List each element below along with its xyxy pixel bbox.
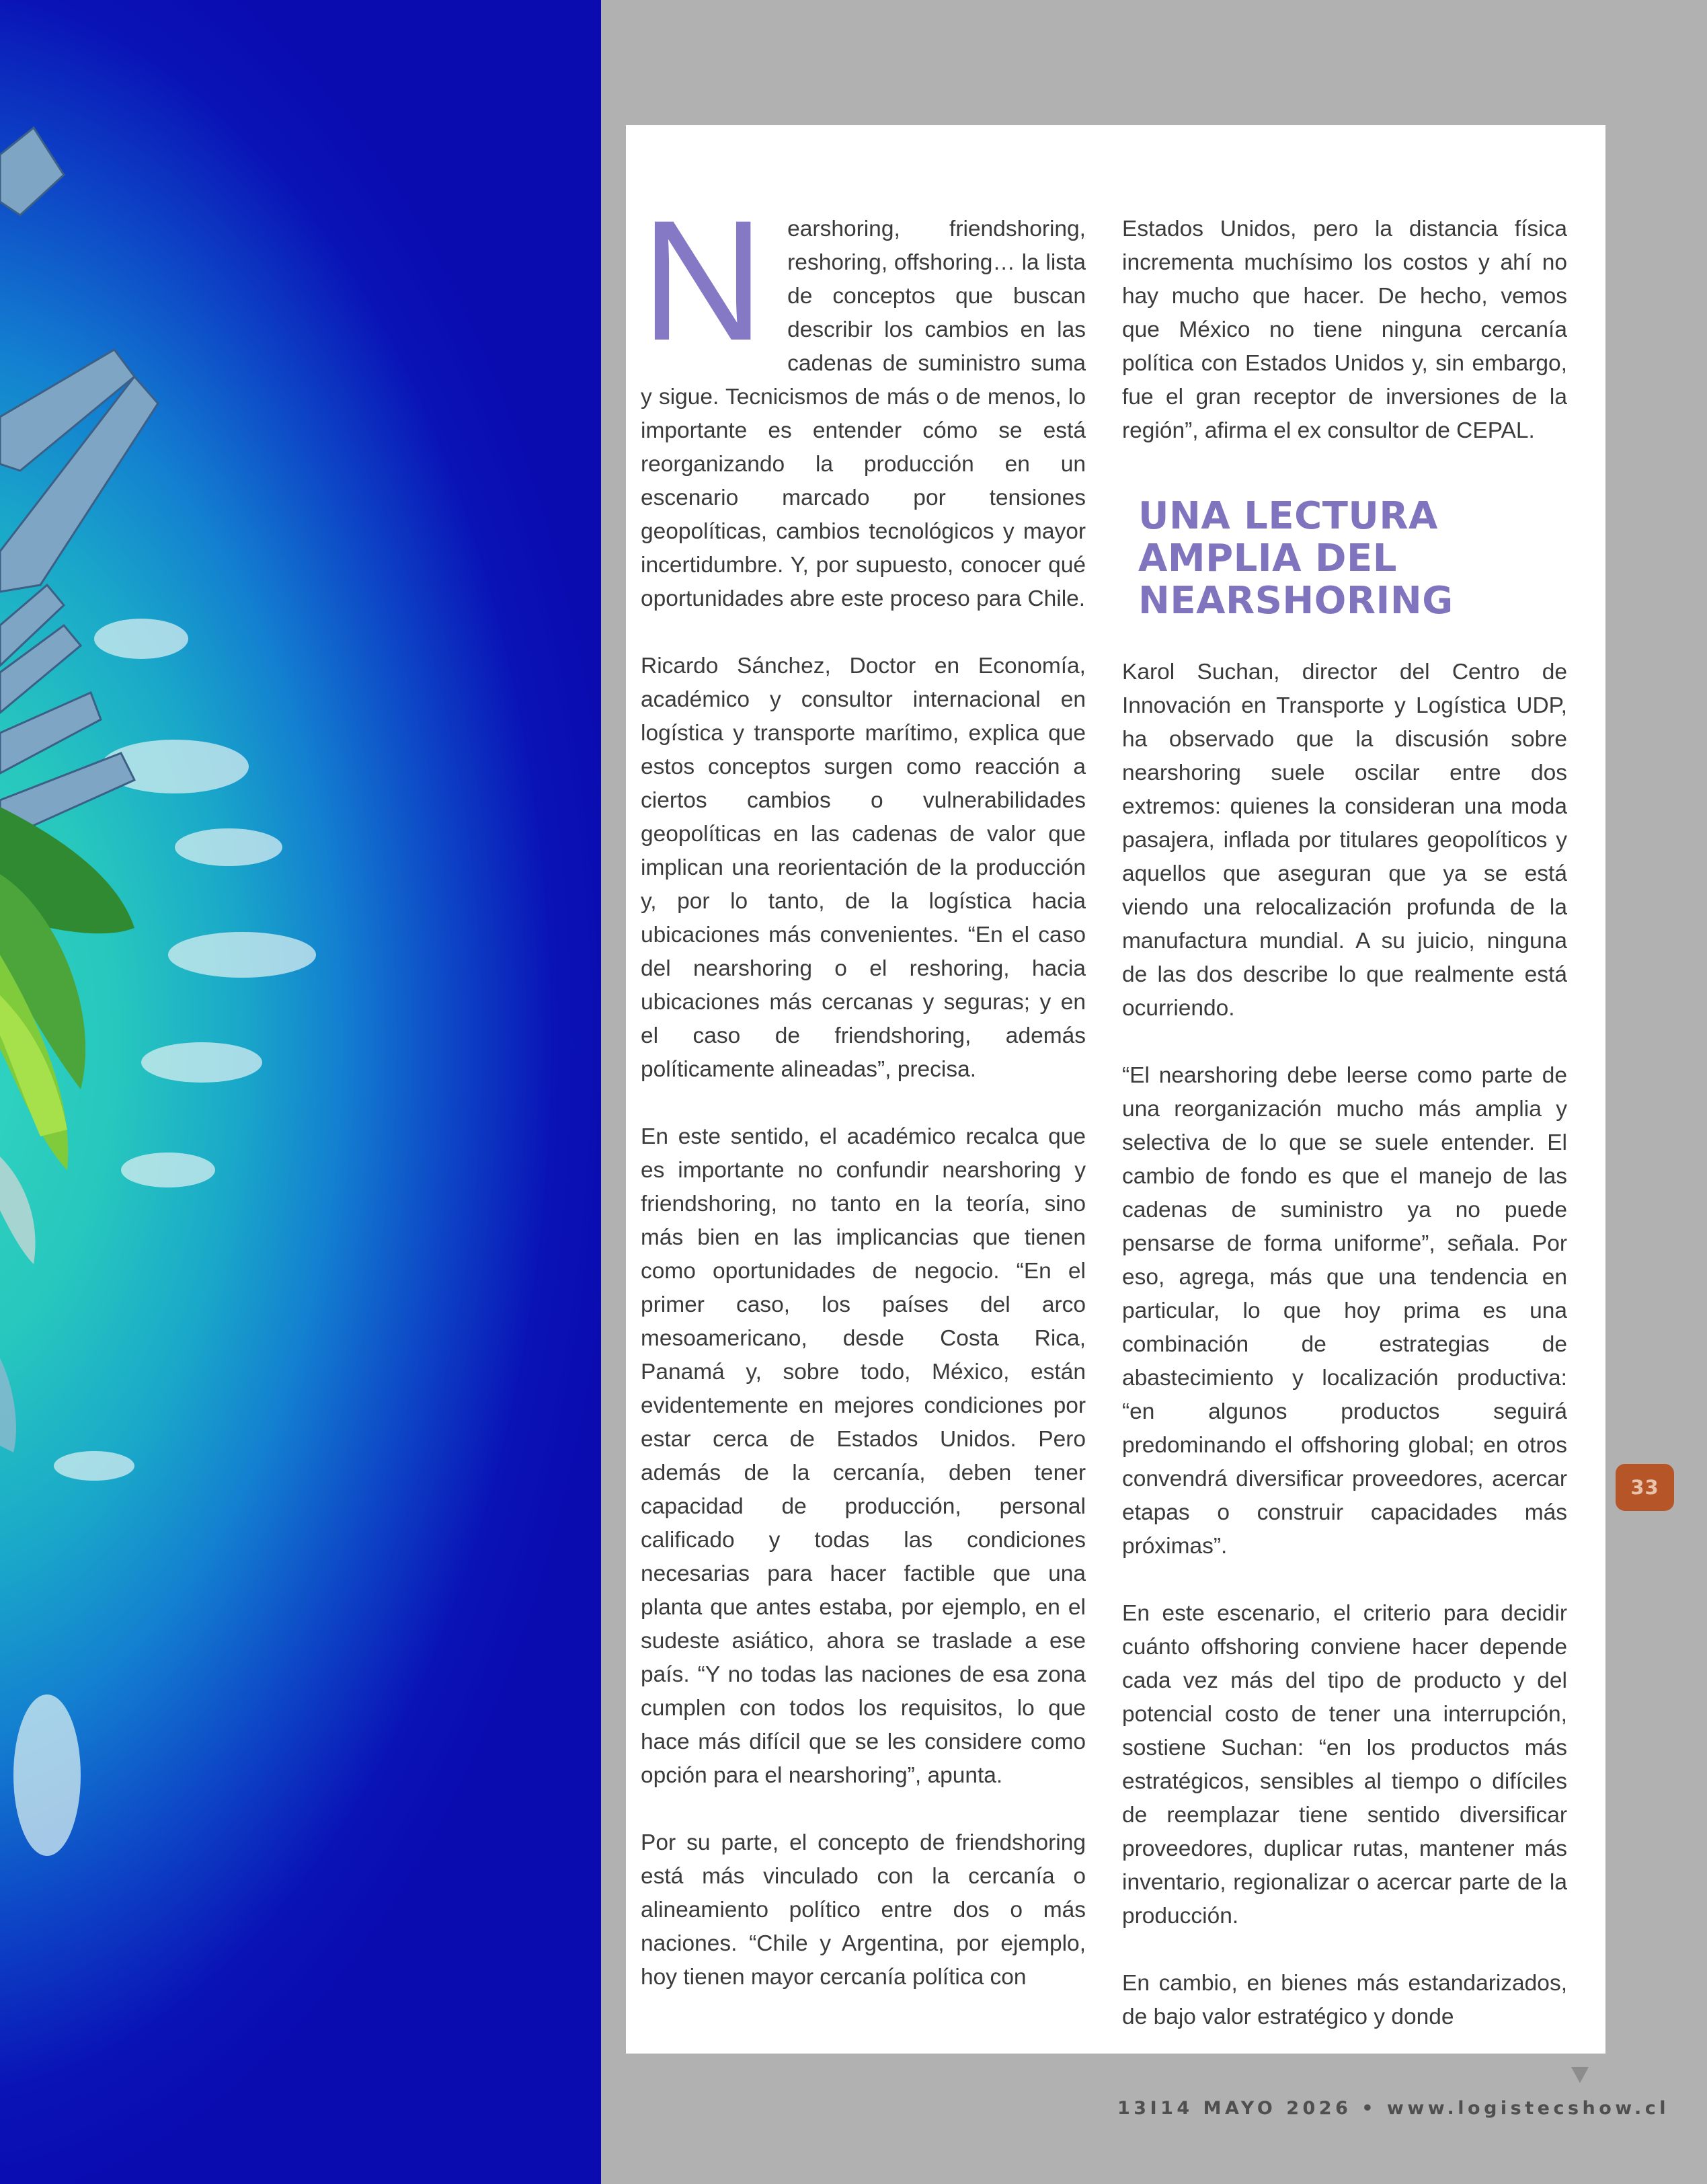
paragraph: Ricardo Sánchez, Doctor en Economía, académico y consultor internacional en logística y transporte marítimo, explica que estos conceptos surgen como reacción a ciertos cambios o vulnerabilidades geopolíticas en las cadenas de valor que implican una reorientación de la producción y, por lo tanto, de la logística hacia ubicaciones más convenientes. “En el caso del nearshoring o el reshoring, hacia ubicaciones más cercanas y seguras; y en el caso de friendshoring, además políticamente alineadas”, precisa. [641,654,1086,1082]
globe-city-photo [0,0,601,2184]
article-left-column [641,185,1086,1994]
article-right-column [1122,212,1567,2034]
cover-photo-panel [0,0,601,2184]
page-number-badge: 33 [1616,1464,1674,1511]
footer-event-info: 13I14 MAYO 2026 • www.logistecshow.cl [1117,2098,1670,2119]
paragraph: “El nearshoring debe leerse como parte de una reorganización mucho más amplia y selectiva de lo que se suele entender. El cambio de fondo es que el manejo de las cadenas de suministro ya no puede pensarse de forma uniforme”, señala. Por eso, agrega, más que una tendencia en particular, lo que hoy prima es una combinación de estrategias de abastecimiento y localización productiva: “en algunos productos seguirá predominando el offshoring global; en otros convendrá diversificar proveedores, acercar etapas o construir capacidades más próximas”. [1122,1063,1567,1559]
paragraph: En cambio, en bienes más estandarizados, de bajo valor estratégico y donde [1122,1971,1567,2029]
heading-line: UNA LECTURA [1138,494,1438,538]
section-heading [1138,495,1567,622]
drop-cap: N [641,185,765,377]
paragraph: Karol Suchan, director del Centro de Innovación en Transporte y Logística UDP, ha observado que la discusión sobre nearshoring suele oscilar entre dos extremos: quienes la consideran una moda pasajera, inflada por titulares geopolíticos y aquellos que aseguran que ya se está viendo una relocalización profunda de la manufactura mundial. A su juicio, ninguna de las dos describe lo que realmente está ocurriendo. [1122,660,1567,1021]
article-card [626,125,1605,2054]
paragraph: En este sentido, el académico recalca que es importante no confundir nearshoring y friendshoring, no tanto en la teoría, sino más bien en las implicancias que tienen como oportunidades de negocio. “En el primer caso, los países del arco mesoamericano, desde Costa Rica, Panamá y, sobre todo, México, están evidentemente en mejores condiciones por estar cerca de Estados Unidos. Pero además de la cercanía, deben tener capacidad de producción, personal calificado y todas las condiciones necesarias para hacer factible que una planta que antes estaba, por ejemplo, en el sudeste asiático, ahora se traslade a ese país. “Y no todas las naciones de esa zona cumplen con todos los requisitos, lo que hace más difícil que se les considere como opción para el nearshoring”, apunta. [641,1124,1086,1788]
paragraph: Estados Unidos, pero la distancia física incrementa muchísimo los costos y ahí no hay mucho que hacer. De hecho, vemos que México no tiene ninguna cercanía política con Estados Unidos y, sin embargo, fue el gran receptor de inversiones de la región”, afirma el ex consultor de CEPAL. [1122,217,1567,443]
intro-paragraph [641,185,1086,616]
down-arrow-icon [1571,2067,1589,2083]
heading-line: NEARSHORING [1138,579,1454,623]
heading-line: AMPLIA DEL [1138,537,1397,580]
paragraph: Por su parte, el concepto de friendshoring está más vinculado con la cercanía o alineamiento político entre dos o más naciones. “Chile y Argentina, por ejemplo, hoy tienen mayor cercanía política con [641,1830,1086,1990]
paragraph: En este escenario, el criterio para decidir cuánto offshoring conviene hacer depende cada vez más del tipo de producto y del potencial costo de tener una interrupción, sostiene Suchan: “en los productos más estratégicos, sensibles al tiempo o difíciles de reemplazar tiene sentido diversificar proveedores, duplicar rutas, mantener más inventario, regionalizar o acercar parte de la producción. [1122,1601,1567,1928]
intro-text: earshoring, friendshoring, reshoring, offshoring… la lista de conceptos que buscan describir los cambios en las cadenas de suministro suma y sigue. Tecnicismos de más o de menos, lo importante es entender cómo se está reorganizando la producción en un escenario marcado por tensiones geopolíticas, cambios tecnológicos y mayor incertidumbre. Y, por supuesto, conocer qué oportunidades abre este proceso para Chile. [641,217,1086,611]
